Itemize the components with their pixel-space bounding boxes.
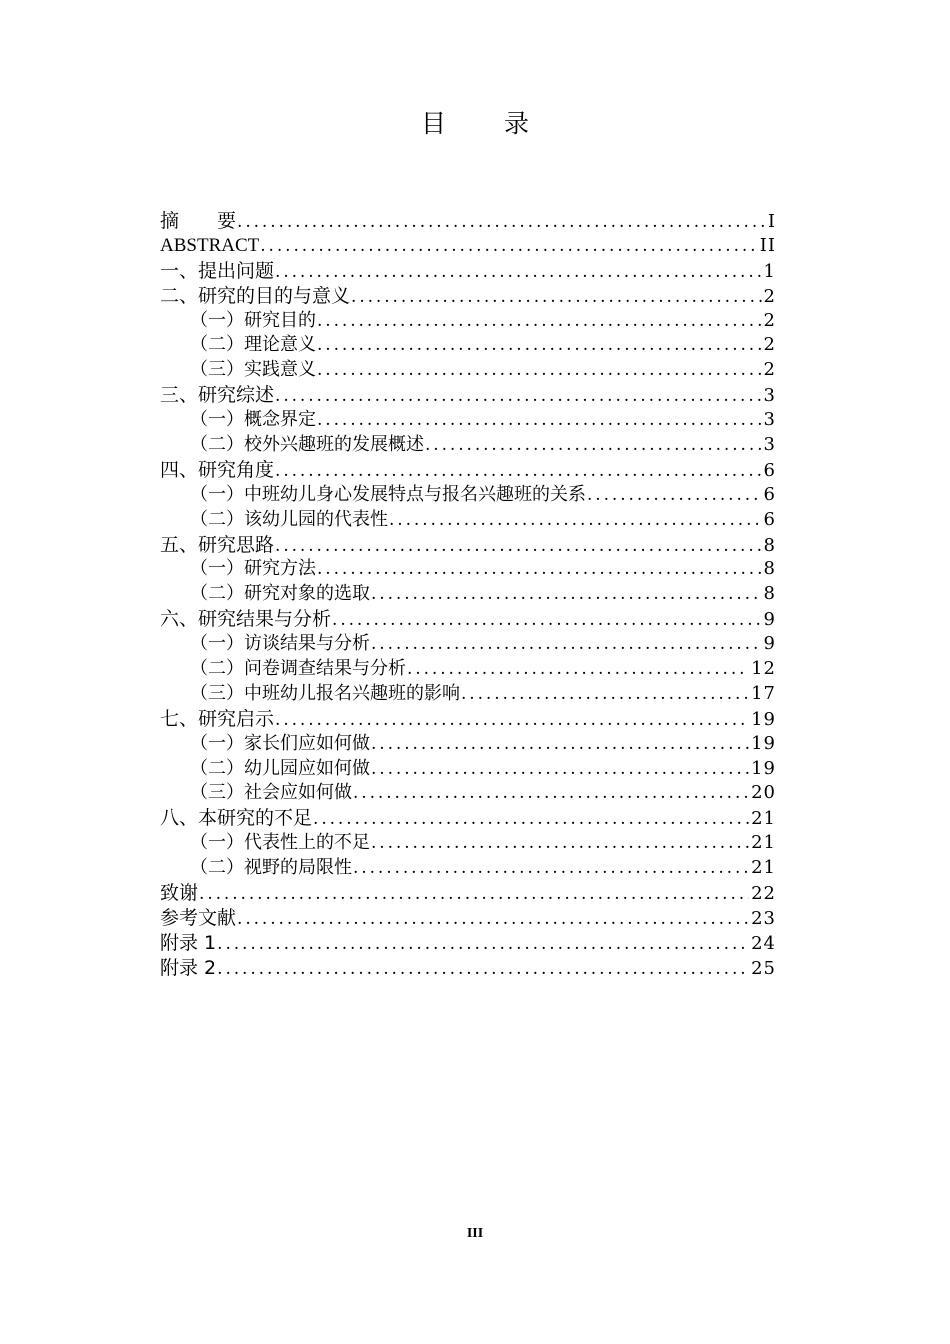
toc-leader-dots — [371, 732, 749, 757]
toc-entry[interactable] — [160, 333, 776, 358]
toc-entry-label: （二）问卷调查结果与分析 — [190, 658, 406, 680]
toc-entry[interactable] — [160, 856, 776, 881]
toc-entry-label: （二）视野的局限性 — [190, 857, 352, 879]
toc-entry-page: 21 — [751, 832, 776, 854]
toc-entry-page: 9 — [763, 609, 776, 631]
toc-entry-label: 七、研究启示 — [160, 707, 275, 730]
toc-entry-label: 三、研究综述 — [160, 384, 275, 407]
toc-entry-page: 6 — [763, 459, 776, 481]
toc-entry[interactable] — [160, 309, 776, 334]
toc-entry[interactable] — [160, 607, 776, 632]
toc-entry[interactable] — [160, 508, 776, 533]
toc-entry-page: 6 — [763, 483, 776, 505]
toc-leader-dots — [275, 260, 762, 284]
toc-entry-page: 2 — [763, 334, 776, 356]
toc-leader-dots — [275, 384, 762, 408]
toc-entry-page: 19 — [751, 708, 776, 730]
toc-entry[interactable] — [160, 707, 776, 732]
toc-entry[interactable] — [160, 956, 776, 981]
toc-entry-label: （二）幼儿园应如何做 — [190, 757, 370, 779]
toc-entry-label: （二）研究对象的选取 — [190, 583, 370, 605]
toc-entry-label: 致谢 — [160, 882, 199, 905]
toc-leader-dots — [217, 957, 749, 981]
table-of-contents — [160, 209, 776, 981]
toc-entry-page: 19 — [751, 757, 776, 779]
toc-entry-page: 24 — [751, 932, 776, 954]
toc-entry-page: 8 — [763, 534, 776, 556]
toc-entry-page: 8 — [763, 583, 776, 605]
toc-entry-page: 2 — [763, 309, 776, 331]
toc-leader-dots — [461, 682, 749, 707]
toc-entry-page: 2 — [763, 359, 776, 381]
toc-leader-dots — [407, 657, 749, 682]
toc-entry-label: ABSTRACT — [160, 234, 260, 256]
toc-entry[interactable] — [160, 931, 776, 956]
toc-entry[interactable] — [160, 906, 776, 931]
toc-entry-label: （一）中班幼儿身心发展特点与报名兴趣班的关系 — [190, 483, 586, 505]
toc-entry-page: 3 — [763, 385, 776, 407]
toc-entry[interactable] — [160, 533, 776, 558]
toc-entry-page: 25 — [751, 957, 776, 979]
toc-leader-dots — [353, 781, 749, 806]
toc-leader-dots — [317, 358, 762, 383]
toc-entry-page: 20 — [751, 782, 776, 804]
toc-entry-page: 17 — [751, 682, 776, 704]
toc-leader-dots — [371, 632, 762, 657]
toc-entry-page: 19 — [751, 732, 776, 754]
toc-entry-page: 3 — [763, 434, 776, 456]
toc-leader-dots — [275, 708, 749, 732]
toc-entry-label: （一）家长们应如何做 — [190, 732, 370, 754]
toc-leader-dots — [317, 557, 762, 582]
toc-entry-label: （一）研究目的 — [190, 309, 316, 331]
toc-entry-page: 21 — [751, 808, 776, 830]
toc-entry-label: （三）实践意义 — [190, 359, 316, 381]
toc-entry-label: 六、研究结果与分析 — [160, 608, 332, 631]
toc-entry-label: （二）该幼儿园的代表性 — [190, 508, 388, 530]
toc-entry-page: 1 — [763, 260, 776, 282]
toc-leader-dots — [425, 433, 762, 458]
toc-entry[interactable] — [160, 234, 776, 259]
toc-leader-dots — [237, 210, 766, 234]
toc-entry-page: 12 — [751, 658, 776, 680]
toc-entry[interactable] — [160, 259, 776, 284]
toc-leader-dots — [371, 582, 762, 607]
toc-entry[interactable] — [160, 806, 776, 831]
toc-entry-page: 21 — [751, 857, 776, 879]
toc-leader-dots — [275, 459, 762, 483]
toc-entry-label: （一）代表性上的不足 — [190, 832, 370, 854]
toc-leader-dots — [199, 882, 749, 906]
toc-entry-label: 五、研究思路 — [160, 533, 275, 556]
toc-entry-label: 摘 要 — [160, 210, 237, 232]
toc-entry[interactable] — [160, 582, 776, 607]
toc-entry-page: 8 — [763, 558, 776, 580]
toc-entry-label: （三）社会应如何做 — [190, 782, 352, 804]
toc-leader-dots — [317, 333, 762, 358]
toc-leader-dots — [317, 408, 762, 433]
title-char-1: 目 — [420, 109, 446, 138]
toc-entry[interactable] — [160, 657, 776, 682]
page-number: III — [466, 1226, 484, 1241]
toc-entry-label: 附录 2 — [160, 956, 217, 979]
toc-leader-dots — [371, 831, 749, 856]
toc-entry[interactable] — [160, 757, 776, 782]
toc-entry[interactable] — [160, 881, 776, 906]
toc-entry[interactable] — [160, 209, 776, 234]
toc-leader-dots — [275, 534, 762, 558]
toc-entry-page: 2 — [763, 285, 776, 307]
toc-leader-dots — [389, 508, 762, 533]
toc-entry-label: 四、研究角度 — [160, 458, 275, 481]
toc-entry-page: 6 — [763, 508, 776, 530]
toc-entry-label: （一）访谈结果与分析 — [190, 633, 370, 655]
toc-entry-page: 23 — [751, 907, 776, 929]
toc-entry-label: （二）理论意义 — [190, 334, 316, 356]
toc-entry[interactable] — [160, 483, 776, 508]
toc-leader-dots — [353, 856, 749, 881]
toc-entry[interactable] — [160, 284, 776, 309]
toc-entry[interactable] — [160, 458, 776, 483]
toc-leader-dots — [332, 608, 762, 632]
toc-entry-page: 9 — [763, 633, 776, 655]
toc-entry-page: I — [767, 211, 776, 232]
toc-entry[interactable] — [160, 632, 776, 657]
toc-entry-page: 3 — [763, 409, 776, 431]
toc-entry[interactable] — [160, 383, 776, 408]
page-title — [0, 104, 950, 140]
toc-entry-label: 八、本研究的不足 — [160, 807, 313, 830]
toc-entry-label: （三）中班幼儿报名兴趣班的影响 — [190, 682, 460, 704]
toc-entry[interactable] — [160, 682, 776, 707]
toc-entry-label: （一）研究方法 — [190, 558, 316, 580]
title-char-2: 录 — [504, 109, 530, 138]
toc-entry-page: II — [759, 234, 776, 256]
toc-entry-label: 一、提出问题 — [160, 259, 275, 282]
toc-leader-dots — [371, 757, 749, 782]
toc-leader-dots — [351, 285, 762, 309]
toc-entry[interactable] — [160, 732, 776, 757]
toc-leader-dots — [237, 907, 749, 931]
toc-entry[interactable] — [160, 557, 776, 582]
toc-entry-label: （二）校外兴趣班的发展概述 — [190, 434, 424, 456]
toc-entry-label: 参考文献 — [160, 906, 237, 929]
toc-entry[interactable] — [160, 781, 776, 806]
toc-leader-dots — [313, 807, 749, 831]
toc-leader-dots — [587, 483, 762, 508]
toc-entry-label: （一）概念界定 — [190, 409, 316, 431]
toc-leader-dots — [260, 234, 758, 259]
toc-entry[interactable] — [160, 433, 776, 458]
toc-entry[interactable] — [160, 408, 776, 433]
toc-entry[interactable] — [160, 358, 776, 383]
toc-entry-label: 二、研究的目的与意义 — [160, 284, 351, 307]
toc-leader-dots — [217, 932, 749, 956]
toc-entry-page: 22 — [751, 883, 776, 905]
toc-entry[interactable] — [160, 831, 776, 856]
toc-leader-dots — [317, 309, 762, 334]
toc-entry-label: 附录 1 — [160, 931, 217, 954]
